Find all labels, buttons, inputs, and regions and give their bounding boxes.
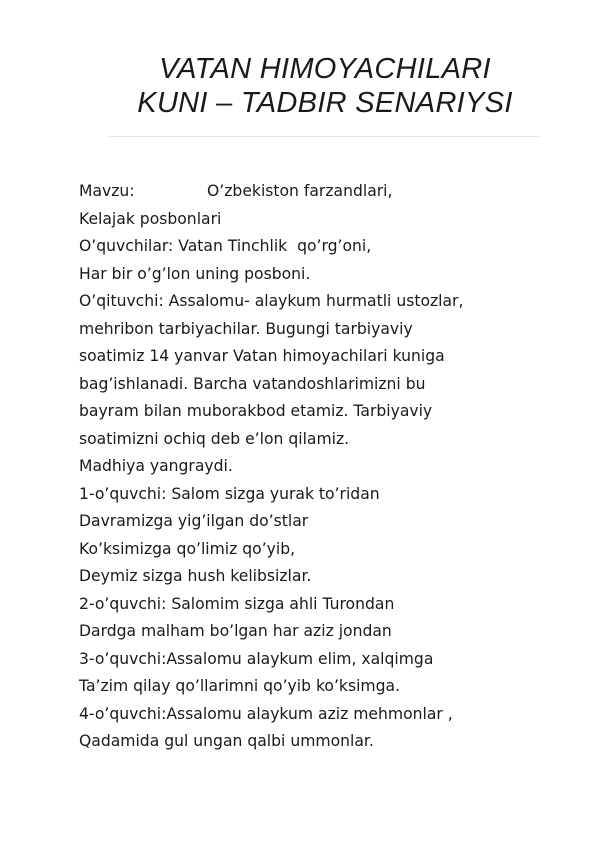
mavzu-line — [79, 178, 559, 206]
document-title-line-1: VATAN HIMOYACHILARI — [159, 53, 491, 85]
document-title-line-2: KUNI – TADBIR SENARIYSI — [137, 87, 513, 119]
text-line: Qadamida gul ungan qalbi ummonlar. — [79, 732, 374, 750]
text-line: 2-o’quvchi: Salomim sizga ahli Turondan — [79, 594, 395, 613]
text-line: mehribon tarbiyachilar. Bugungi tarbiyaviy — [79, 319, 413, 338]
title-divider — [108, 136, 540, 137]
text-line: 4-o’quvchi:Assalomu alaykum aziz mehmonlar , — [79, 704, 453, 723]
text-line: Ta’zim qilay qo’llarimni qo’yib ko’ksimga. — [79, 677, 401, 695]
text-line: O’quvchilar: Vatan Tinchlik qo’rg’oni, — [79, 237, 372, 255]
text-line: Ko’ksimizga qo’limiz qo’yib, — [79, 539, 296, 558]
document-body — [79, 178, 559, 756]
text-line: Dardga malham bo’lgan har aziz jondan — [79, 622, 392, 640]
mavzu-label: Mavzu: — [79, 182, 135, 200]
mavzu-value: O’zbekiston farzandlari, — [207, 182, 393, 200]
text-line: Davramizga yig’ilgan do’stlar — [79, 512, 309, 530]
document-title — [110, 52, 540, 120]
text-line: bag’ishlanadi. Barcha vatandoshlarimizni bu — [79, 374, 426, 393]
text-line: Madhiya yangraydi. — [79, 457, 233, 475]
text-line: 1-o’quvchi: Salom sizga yurak to’ridan — [79, 484, 380, 503]
text-line: soatimizni ochiq deb e’lon qilamiz. — [79, 429, 350, 448]
text-line: bayram bilan muborakbod etamiz. Tarbiyaviy — [79, 402, 433, 420]
text-line: Har bir o’g’lon uning posboni. — [79, 264, 311, 283]
text-line: Kelajak posbonlari — [79, 209, 222, 228]
text-line: Deymiz sizga hush kelibsizlar. — [79, 567, 312, 585]
text-line: soatimiz 14 yanvar Vatan himoyachilari kuniga — [79, 347, 445, 365]
text-line: O’qituvchi: Assalomu- alaykum hurmatli ustozlar, — [79, 292, 464, 310]
text-line: 3-o’quvchi:Assalomu alaykum elim, xalqimga — [79, 649, 434, 668]
